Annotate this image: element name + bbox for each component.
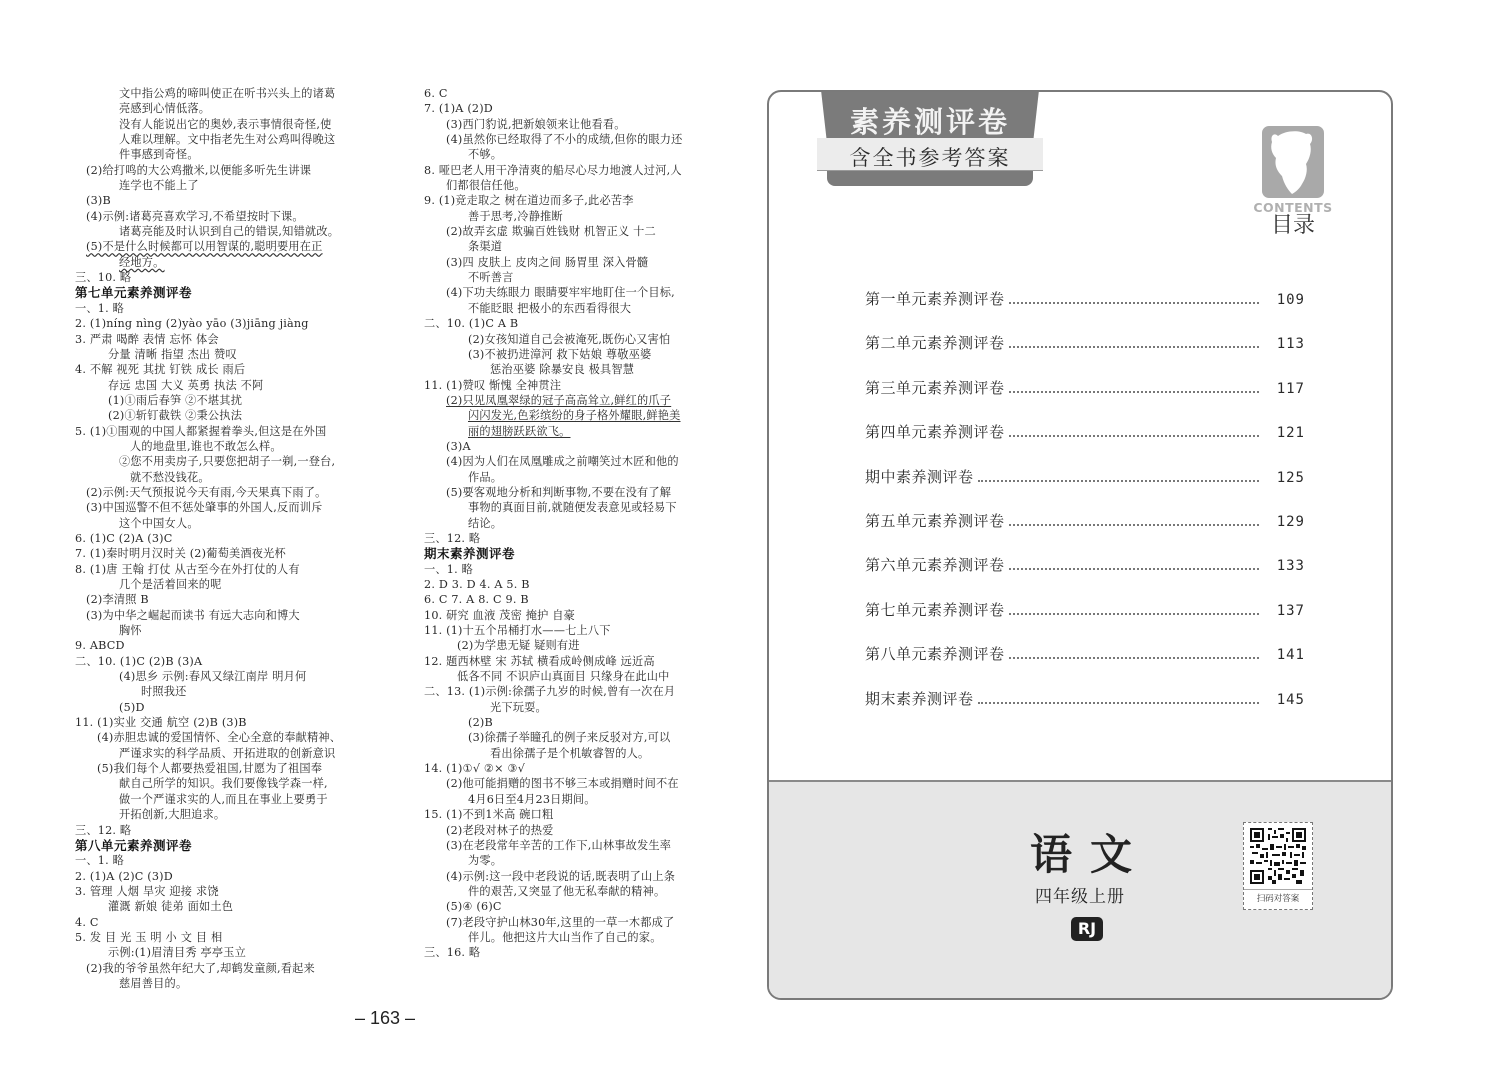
answer-line: (1)①雨后春笋 ②不堪其扰 <box>108 393 243 407</box>
answer-line: (2)给打鸣的大公鸡撒米,以便能多听先生讲课 <box>86 163 312 177</box>
toc-leader-dots <box>1009 346 1259 348</box>
toc-leader-dots <box>978 702 1259 704</box>
answer-line: 8. 哑巴老人用干净清爽的船尽心尽力地渡人过河,人 <box>424 163 682 177</box>
answer-line: (4)下功夫练眼力 眼睛要牢牢地盯住一个目标, <box>446 286 675 300</box>
answer-line: 就不愁没钱花。 <box>130 470 210 484</box>
answer-line: 存远 忠国 大义 英勇 执法 不阿 <box>108 378 264 392</box>
toc-entry-page: 129 <box>1276 513 1305 530</box>
answer-line: (3)B <box>86 194 111 208</box>
answer-line: 7. (1)秦时明月汉时关 (2)葡萄美酒夜光杯 <box>75 547 286 561</box>
answer-line: 二、10. (1)C A B <box>424 317 519 331</box>
answer-line: 4. 不解 视死 其扰 钉铁 成长 雨后 <box>75 363 246 377</box>
answer-line: 不能眨眼 把极小的东西看得很大 <box>468 301 632 315</box>
toc-entry-label: 第七单元素养测评卷 <box>865 600 1005 619</box>
answer-line: 2. (1)níng nìng (2)yào yāo (3)jiāng jiàng <box>75 317 309 331</box>
answer-line: 一、1. 略 <box>75 854 124 868</box>
toc-entry-label: 第五单元素养测评卷 <box>865 511 1005 530</box>
subject-title: 语文 <box>1029 830 1150 879</box>
toc-entry-page: 133 <box>1276 558 1305 575</box>
answer-line: 一、1. 略 <box>75 301 124 315</box>
answer-line: 不够。 <box>468 148 503 162</box>
answer-line: 7. (1)A (2)D <box>424 102 493 116</box>
answer-line: (2)①斩钉截铁 ②秉公执法 <box>108 409 243 423</box>
toc-entry-label: 第一单元素养测评卷 <box>865 290 1005 308</box>
answer-line: (3)中国巡警不但不惩处肇事的外国人,反而训斥 <box>86 501 323 515</box>
answer-line: 献自己所学的知识。我们要像钱学森一样, <box>119 777 328 791</box>
answer-line: 二、13. (1)示例:徐孺子九岁的时候,曾有一次在月 <box>424 685 676 699</box>
answer-column-left <box>75 86 355 991</box>
contents-label-zh: 目录 <box>1270 213 1315 238</box>
answer-line: (2)他可能捐赠的图书不够三本或捐赠时间不在 <box>446 777 679 791</box>
toc-entry-label: 期中素养测评卷 <box>865 467 974 486</box>
section-heading-final: 期末素养测评卷 <box>424 546 516 562</box>
answer-line: (3)在老段常年辛苦的工作下,山林事故发生率 <box>446 838 672 852</box>
answer-line: 12. 题西林壁 宋 苏轼 横看成岭侧成峰 远近高 <box>424 654 655 668</box>
answer-line: 14. (1)①√ ②× ③√ <box>424 762 526 776</box>
toc-entry-label: 第二单元素养测评卷 <box>865 334 1005 353</box>
answer-line: (4)示例:这一段中老段说的话,既表明了山上条 <box>446 869 676 883</box>
answer-line: 3. 管理 人烟 旱灾 迎接 求饶 <box>75 884 219 898</box>
answer-line: (2)老段对林子的热爱 <box>446 823 554 837</box>
answer-line: (3)四 皮肤上 皮肉之间 肠胃里 深入骨髓 <box>446 255 649 269</box>
answer-line: ②您不用卖房子,只要您把胡子一剃,一登台, <box>119 455 336 469</box>
answer-line: 为零。 <box>468 854 503 868</box>
toc-entry[interactable] <box>865 466 1305 510</box>
qr-code-box[interactable] <box>1243 822 1313 910</box>
title-banner <box>817 90 1043 186</box>
answer-line: 光下玩耍。 <box>490 700 547 714</box>
answer-line: 11. (1)赞叹 惭愧 全神贯注 <box>424 378 562 392</box>
answer-line: (2)示例:天气预报说今天有雨,今天果真下雨了。 <box>86 485 327 499</box>
answer-line: 结论。 <box>468 516 503 530</box>
answer-line: 6. C <box>424 87 448 100</box>
answer-line-underlined: 闪闪发光,色彩缤纷的身子格外耀眼,鲜艳美 <box>468 409 681 423</box>
answer-line: 二、10. (1)C (2)B (3)A <box>75 654 203 668</box>
table-of-contents <box>865 288 1305 732</box>
answer-line: 灌溉 新娘 徒弟 面如土色 <box>108 900 234 914</box>
answer-line: (3)西门豹说,把新娘领来让他看看。 <box>446 117 626 131</box>
answer-line: (2)我的爷爷虽然年纪大了,却鹤发童颜,看起来 <box>86 961 315 975</box>
answer-line: 4. C <box>75 915 99 929</box>
toc-entry-page: 117 <box>1276 380 1305 397</box>
answer-line: 三、10. 略 <box>75 271 132 285</box>
answer-line: (4)因为人们在凤凰雕成之前嘲笑过木匠和他的 <box>446 455 679 469</box>
toc-leader-dots <box>978 480 1259 482</box>
answer-line: 三、12. 略 <box>75 823 132 837</box>
answer-line-wavy-underline: (5)不是什么时候都可以用智谋的,聪明要用在正 <box>86 240 323 254</box>
answer-line: 伴儿。他把这片大山当作了自己的家。 <box>468 930 662 944</box>
toc-entry-label: 期末素养测评卷 <box>865 689 974 708</box>
banner-title: 素养测评卷 <box>849 105 1010 139</box>
answer-line: 2. (1)A (2)C (3)D <box>75 869 173 883</box>
answer-line: 作品。 <box>468 470 503 484</box>
answer-line: 善于思考,冷静推断 <box>468 209 563 223</box>
answer-line: 低各不同 不识庐山真面目 只缘身在此山中 <box>457 670 670 684</box>
page-number: – 163 – <box>355 1008 416 1028</box>
answer-line: 们都很信任他。 <box>446 179 526 193</box>
answer-line: 一、1. 略 <box>424 562 473 576</box>
answer-line: 慈眉善目的。 <box>119 976 188 990</box>
qr-code-label: 扫码对答案 <box>1244 889 1312 904</box>
answer-line-underlined: (2)只见凤凰翠绿的冠子高高耸立,鲜红的爪子 <box>446 393 672 407</box>
banner-subtitle: 含全书参考答案 <box>849 146 1011 170</box>
answer-line: (2)故弄玄虚 欺骗百姓钱财 机智正义 十二 <box>446 225 656 239</box>
answer-line: 三、16. 略 <box>424 946 481 960</box>
answer-line: (5)要客观地分析和判断事物,不要在没有了解 <box>446 485 672 499</box>
cover-panel <box>767 90 1393 1000</box>
answer-line: 11. (1)实业 交通 航空 (2)B (3)B <box>75 716 247 730</box>
banner-bottom-shape <box>827 170 1033 186</box>
answer-line: 连学也不能上了 <box>119 179 199 193</box>
answer-line: 5. 发 目 光 玉 明 小 文 目 相 <box>75 930 223 944</box>
answer-line: (3)A <box>446 439 471 453</box>
answer-line: (4)赤胆忠诚的爱国情怀、全心全意的奉献精神、 <box>97 731 342 745</box>
toc-leader-dots <box>1009 613 1259 615</box>
answer-line: (7)老段守护山林30年,这里的一草一木都成了 <box>446 915 675 929</box>
toc-leader-dots <box>1009 302 1259 304</box>
answer-line: 做一个严谨求实的人,而且在事业上要勇于 <box>119 792 328 806</box>
answer-line: 9. (1)竞走取之 树在道边而多子,此必苦李 <box>424 194 634 208</box>
answer-line: 事物的真面目前,就随便发表意见或轻易下 <box>468 501 677 515</box>
answer-line: (2)B <box>468 716 493 730</box>
toc-entry-page: 125 <box>1276 469 1305 486</box>
toc-entry-label: 第六单元素养测评卷 <box>865 556 1005 575</box>
answer-line: 人的地盘里,谁也不敢怎么样。 <box>130 439 282 453</box>
answer-line: 6. (1)C (2)A (3)C <box>75 531 173 545</box>
answer-line: 这个中国女人。 <box>119 516 199 530</box>
answer-line: 8. (1)唐 王翰 打仗 从古至今在外打仗的人有 <box>75 562 300 576</box>
toc-entry[interactable] <box>865 421 1305 465</box>
answer-line: 件事感到奇怪。 <box>119 148 199 162</box>
answer-line: (5)D <box>119 700 145 714</box>
answer-line: 时照我还 <box>141 685 187 699</box>
answer-line: 没有人能说出它的奥妙,表示事情很奇怪,使 <box>119 117 332 131</box>
answer-line: 6. C 7. A 8. C 9. B <box>424 593 529 607</box>
answer-line-wavy-underline: 经地方。 <box>119 255 165 269</box>
answer-line: 3. 严肃 喝醉 表情 忘怀 体会 <box>75 332 219 346</box>
answer-line: (3)为中华之崛起而读书 有远大志向和博大 <box>86 608 300 622</box>
answer-line: 三、12. 略 <box>424 531 481 545</box>
toc-entry-page: 141 <box>1276 647 1305 664</box>
toc-entry-page: 145 <box>1276 691 1305 708</box>
toc-entry[interactable] <box>865 377 1305 421</box>
bear-mascot-icon <box>1262 126 1324 198</box>
contents-badge <box>1253 126 1333 237</box>
toc-entry-page: 121 <box>1276 425 1305 442</box>
toc-entry[interactable] <box>865 599 1305 643</box>
toc-entry[interactable] <box>865 510 1305 554</box>
answer-line: 11. (1)十五个吊桶打水——七上八下 <box>424 624 611 638</box>
answer-line: (5)我们每个人都要热爱祖国,甘愿为了祖国奉 <box>97 762 323 776</box>
answer-line: 人难以理解。文中指老先生对公鸡叫得晚这 <box>119 133 336 147</box>
answer-line: 件的艰苦,又突显了他无私奉献的精神。 <box>468 884 666 898</box>
answer-line: 看出徐孺子是个机敏睿智的人。 <box>490 746 650 760</box>
answer-line: 10. 研究 血液 茂密 掩护 自豪 <box>424 608 576 622</box>
toc-entry[interactable] <box>865 332 1305 376</box>
toc-entry-page: 113 <box>1276 336 1305 353</box>
answer-line: 示例:(1)眉清目秀 亭亭玉立 <box>108 946 247 960</box>
answer-column-middle <box>424 86 704 961</box>
answer-line: 诸葛亮能及时认识到自己的错误,知错就改。 <box>119 225 340 239</box>
answer-line: 5. (1)①围观的中国人都紧握着拳头,但这是在外国 <box>75 424 327 438</box>
answer-line: 不听善言 <box>468 271 514 285</box>
answer-line: 4月6日至4月23日期间。 <box>468 792 596 806</box>
answer-line: (5)④ (6)C <box>446 900 502 914</box>
answer-line: 亮感到心情低落。 <box>119 102 211 116</box>
answer-line: 9. ABCD <box>75 639 125 653</box>
answer-line: (4)虽然你已经取得了不小的成绩,但你的眼力还 <box>446 133 683 147</box>
toc-entry-page: 109 <box>1276 292 1305 308</box>
toc-entry[interactable] <box>865 288 1305 332</box>
answer-line: (2)为学患无疑 疑则有进 <box>457 639 580 653</box>
toc-leader-dots <box>1009 435 1259 437</box>
edition-badge: RJ <box>1071 917 1103 941</box>
section-heading-unit-7: 第七单元素养测评卷 <box>75 285 193 301</box>
answer-line: 开拓创新,大胆追求。 <box>119 808 226 822</box>
toc-entry-label: 第八单元素养测评卷 <box>865 645 1005 664</box>
answer-line: (2)李清照 B <box>86 593 149 607</box>
answer-line: 2. D 3. D 4. A 5. B <box>424 578 530 591</box>
answer-line: (4)示例:诸葛亮喜欢学习,不希望按时下课。 <box>86 209 304 223</box>
qr-code-icon <box>1250 828 1306 884</box>
answer-line: 15. (1)不到1米高 碗口粗 <box>424 808 554 822</box>
answer-line: (3)不被扔进漳河 救下姑娘 尊敬巫婆 <box>468 347 652 361</box>
toc-leader-dots <box>1009 568 1259 570</box>
answer-line: 几个是活着回来的呢 <box>119 578 222 591</box>
answer-line: 严谨求实的科学品质、开拓进取的创新意识 <box>119 746 336 760</box>
answer-line-underlined: 丽的翅膀跃跃欲飞。 <box>468 424 571 438</box>
toc-entry[interactable] <box>865 643 1305 687</box>
toc-entry-page: 137 <box>1276 602 1305 619</box>
answer-line: 胸怀 <box>119 624 142 638</box>
answer-line: (4)思乡 示例:春风又绿江南岸 明月何 <box>119 670 307 684</box>
toc-entry[interactable] <box>865 554 1305 598</box>
contents-label-en: CONTENTS <box>1253 200 1333 215</box>
answer-line: 文中指公鸡的啼叫使正在听书兴头上的诸葛 <box>119 87 336 100</box>
toc-entry[interactable] <box>865 688 1305 732</box>
grade-label: 四年级上册 <box>1035 887 1125 907</box>
toc-leader-dots <box>1009 657 1259 659</box>
toc-leader-dots <box>1009 391 1259 393</box>
answer-line: 分量 清晰 指望 杰出 赞叹 <box>108 347 237 361</box>
toc-leader-dots <box>1009 524 1259 526</box>
answer-line: 惩治巫婆 除暴安良 极具智慧 <box>490 363 635 377</box>
toc-entry-label: 第三单元素养测评卷 <box>865 378 1005 397</box>
toc-entry-label: 第四单元素养测评卷 <box>865 423 1005 442</box>
section-heading-unit-8: 第八单元素养测评卷 <box>75 837 193 853</box>
answer-line: 条渠道 <box>468 240 503 254</box>
cover-footer <box>769 780 1391 1000</box>
answer-line: (3)徐孺子举瞳孔的例子来反驳对方,可以 <box>468 731 671 745</box>
answer-line: (2)女孩知道自己会被淹死,既伤心又害怕 <box>468 332 671 346</box>
